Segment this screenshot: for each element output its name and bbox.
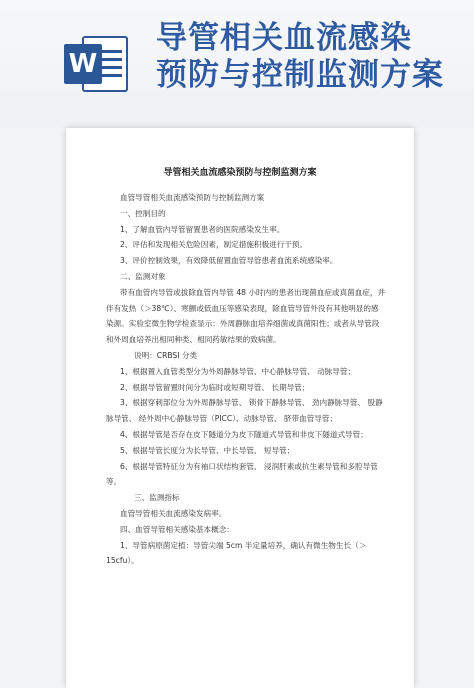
header-title-line-1: 导管相关血流感染: [156, 20, 412, 56]
list-item: 1、导管病原菌定植：导管尖端 5cm 半定量培养，确认有微生物生长（＞15cfu）。: [106, 540, 367, 566]
section-heading: 四、血管导管相关感染基本概念：: [120, 524, 234, 534]
paragraph: 带有血管内导管或拔除血管内导管 48 小时内的患者出现菌血症或真菌血症，并伴有发热（＞38℃）、寒颤或低血压等感染表现，除血管导管外没有其他明显的感染源。实验室微生物学检查显示：外周静脉血培养细菌或真菌阳性；或者从导管段和外周血培养出相同种类、相同药敏结果的致病菌。: [106, 287, 386, 345]
document-body: [106, 190, 386, 569]
list-item: 5、根据导管长度分为长导管、中长导管、 短导管；: [120, 445, 295, 455]
paragraph: 说明：CRBSI 分类: [134, 350, 198, 360]
header-title: [156, 20, 466, 94]
list-item: 2、根据导管留置时间分为临时或短期导管、 长期导管；: [120, 382, 310, 392]
document-title: 导管相关血流感染预防与控制监测方案: [163, 168, 317, 178]
document-page: [66, 128, 414, 688]
section-heading: 三、监测指标: [134, 493, 180, 503]
header-title-line-2: 预防与控制监测方案: [156, 57, 444, 93]
paragraph: 血管导管相关血流感染发病率。: [120, 508, 227, 518]
list-item: 6、根据导管特征分为有袖口状结构套管、 浸润肝素或抗生素导管和多腔导管等。: [106, 461, 378, 487]
section-heading: 一、控制目的: [120, 208, 166, 218]
word-badge-letter: W: [64, 44, 102, 84]
list-item: 4、根据导管是否存在皮下隧道分为皮下隧道式导管和非皮下隧道式导管；: [120, 429, 368, 439]
list-item: 1、根据置入血管类型分为外周静脉导管、中心静脉导管、 动脉导管；: [120, 366, 356, 376]
header-banner: [0, 0, 474, 128]
word-document-icon: [64, 34, 130, 96]
section-heading: 二、监测对象: [120, 271, 166, 281]
paragraph: 3、评价控制效果，有效降低留置血管导管患者血流系统感染率。: [120, 256, 338, 266]
list-item: 3、根据穿刺部位分为外周静脉导管、 锁骨下静脉导管、 劲内静脉导管、 股静脉导管、 经外周中心静脉导管（PICC）、动脉导管、 脐带血管导管；: [106, 398, 383, 424]
paragraph: 1、了解血管内导管留置患者的医院感染发生率。: [120, 224, 285, 234]
paragraph: 血管导管相关血流感染预防与控制监测方案: [120, 193, 265, 202]
paragraph: 2、评估和发现相关危险因素，制定措施积极进行干预。: [120, 240, 308, 250]
